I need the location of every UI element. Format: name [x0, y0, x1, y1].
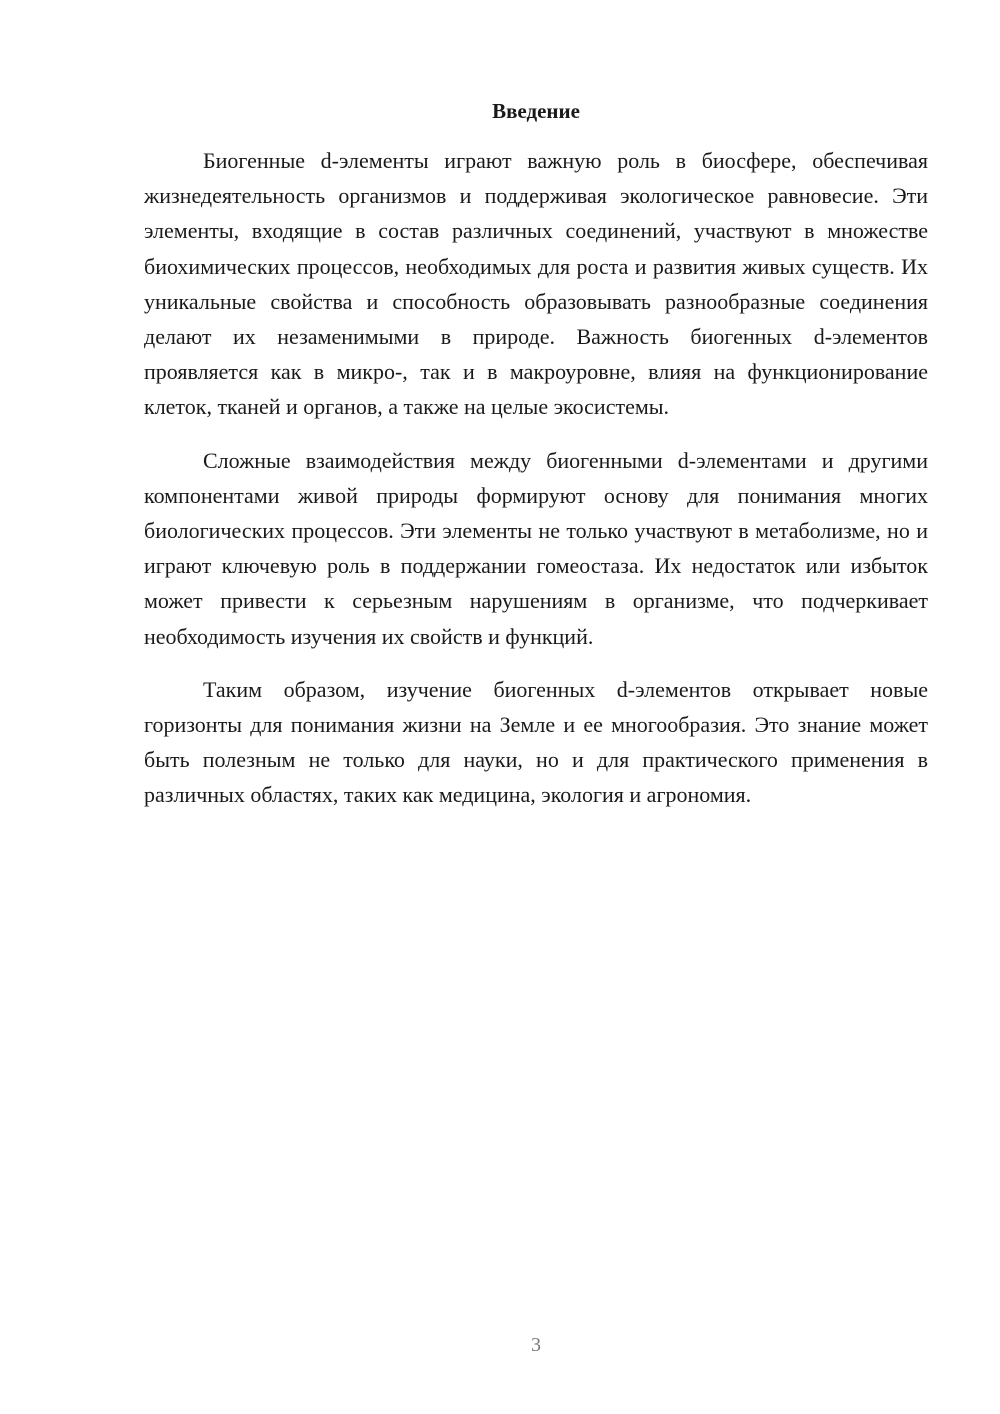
section-heading: Введение — [492, 99, 580, 123]
paragraph-1: Биогенные d-элементы играют важную роль в биосфере, обеспечивая жизнедеятельность организмов и поддерживая экологическое равновесие. Эти элементы, входящие в состав различных соединений, участвуют в множестве биохимических процессов, необходимых для роста и развития живых существ. Их уникальные свойства и способность образовывать разнообразные соединения делают их незаменимыми в природе. Важность биогенных d-элементов проявляется как в микро-, так и в макроуровне, влияя на функционирование клеток, тканей и органов, а также на целые экосистемы. — [144, 148, 928, 420]
body-text — [144, 143, 928, 831]
paragraph-2: Сложные взаимодействия между биогенными d-элементами и другими компонентами живой природы формируют основу для понимания многих биологических процессов. Эти элементы не только участвуют в метаболизме, но и играют ключевую роль в поддержании гомеостаза. Их недостаток или избыток может привести к серьезным нарушениям в организме, что подчеркивает необходимость изучения их свойств и функций. — [144, 447, 928, 649]
paragraph-3: Таким образом, изучение биогенных d-элементов открывает новые горизонты для понимания жизни на Земле и ее многообразия. Это знание может быть полезным не только для науки, но и для практического применения в различных областях, таких как медицина, экология и агрономия. — [144, 676, 928, 808]
page-number: 3 — [531, 1334, 541, 1356]
